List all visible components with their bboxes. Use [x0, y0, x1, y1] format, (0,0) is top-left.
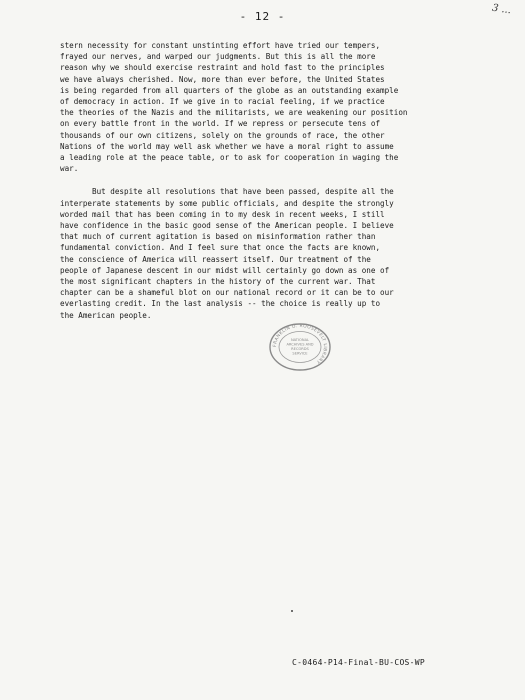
- text-line: thousands of our own citizens, solely on the grounds of race, the other: [60, 130, 385, 140]
- text-line: we have always cherished. Now, more than ever before, the United States: [60, 74, 385, 84]
- text-line: Nations of the world may well ask whether we have a moral right to assume: [60, 141, 394, 151]
- text-line: interperate statements by some public officials, and despite the strongly: [60, 198, 394, 208]
- text-line: the American people.: [60, 310, 152, 320]
- text-line: everlasting credit. In the last analysis -- the choice is really up to: [60, 299, 381, 309]
- corner-handwritten-mark: 3 ...: [491, 2, 512, 17]
- text-line: on every battle front in the world. If we repress or persecute tens of: [60, 119, 381, 129]
- text-line: stern necessity for constant unstinting effort have tried our tempers,: [60, 41, 381, 50]
- text-line: But despite all resolutions that have been passed, despite all the: [92, 187, 394, 197]
- body-text: [60, 40, 470, 333]
- stamp-center-line: ARCHIVES AND: [286, 342, 314, 347]
- text-line: people of Japanese descent in our midst will certainly go down as one of: [60, 265, 390, 275]
- stamp-center-line: SERVICE: [292, 351, 308, 356]
- stamp-center-line: NATIONAL: [290, 338, 310, 342]
- paragraph-2: [60, 186, 470, 320]
- stamp-center-line: RECORDS: [291, 347, 309, 351]
- paragraph-1: [60, 40, 470, 174]
- text-line: have confidence in the basic good sense of the American people. I believe: [60, 221, 394, 231]
- text-line: the conscience of America will reassert itself. Our treatment of the: [60, 254, 371, 264]
- stamp-ring-text: FRANKLIN D. ROOSEVELT LIBRARY: [272, 323, 328, 365]
- text-line: reason why we should exercise restraint and hold fast to the principles: [60, 63, 385, 73]
- text-line: that much of current agitation is based on misinformation rather than: [60, 232, 376, 242]
- text-line: of democracy in action. If we give in to racial feeling, if we practice: [60, 97, 385, 107]
- text-line: fundamental conviction. And I feel sure that once the facts are known,: [60, 243, 381, 253]
- text-line: frayed our nerves, and warped our judgments. But this is all the more: [60, 52, 376, 62]
- text-line: a leading role at the peace table, or to ask for cooperation in waging the: [60, 153, 399, 163]
- text-line: the theories of the Nazis and the militarists, we are weakening our position: [60, 108, 408, 118]
- page-number: - 12 -: [239, 10, 286, 23]
- text-line: worded mail that has been coming in to my desk in recent weeks, I still: [60, 209, 385, 219]
- paper-speck: [291, 610, 293, 612]
- footer-code: C-0464-P14-Final-BU-COS-WP: [292, 658, 426, 667]
- text-line: war.: [60, 164, 79, 174]
- text-line: is being regarded from all quarters of the globe as an outstanding example: [60, 85, 399, 95]
- archive-stamp-seal: [268, 322, 332, 372]
- text-line: chapter can be a shameful blot on our national record or it can be to our: [60, 288, 394, 298]
- text-line: the most significant chapters in the history of the current war. That: [60, 277, 376, 287]
